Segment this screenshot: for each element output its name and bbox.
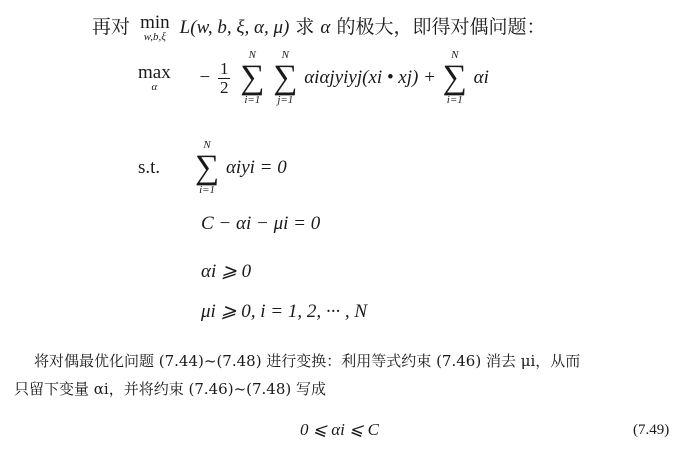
min-operator (140, 13, 170, 43)
final-equation: 0 ⩽ αi ⩽ C (300, 420, 379, 439)
objective-line (138, 50, 489, 106)
frac-numerator: 1 (219, 58, 229, 78)
max-op-subscript: α (151, 81, 158, 93)
objective-term2: αi (473, 67, 489, 88)
max-op-text: max (138, 62, 171, 83)
max-operator (138, 63, 171, 93)
sum-j-top: N (281, 49, 289, 61)
equation-number: (7.49) (633, 422, 670, 438)
intro-alpha: α (320, 17, 331, 38)
sum-i2-symbol: ∑ (442, 59, 467, 96)
sum-j (273, 50, 297, 106)
sum-constraint (195, 140, 219, 196)
sum-i-2 (443, 50, 467, 106)
sum-i2-top: N (451, 49, 459, 61)
half-fraction (218, 60, 231, 97)
sum-c-symbol: ∑ (194, 149, 220, 186)
st-label: s.t. (138, 157, 161, 178)
frac-denominator: 2 (219, 77, 229, 97)
sum-j-symbol: ∑ (273, 59, 298, 96)
sum-j-bottom: j=1 (277, 94, 294, 106)
sum-i (240, 50, 264, 106)
constraint-1 (138, 140, 287, 196)
sum-i-symbol: ∑ (240, 59, 265, 96)
intro-prefix: 再对 (92, 16, 131, 38)
neg-sign: − (199, 67, 211, 88)
sum-c-bottom: i=1 (199, 184, 216, 196)
sum-i-bottom: i=1 (244, 94, 261, 106)
paragraph-line-2: 只留下变量 αi，并将约束 (7.46)~(7.48) 写成 (14, 380, 327, 398)
objective-term: αiαjyiyj(xi • xj) + (304, 67, 436, 88)
constraint-4: μi ⩾ 0, i = 1, 2, ··· , N (201, 301, 368, 322)
paragraph-line-1: 将对偶最优化问题 (7.44)~(7.48) 进行变换：利用等式约束 (7.46) 消去 μi，从而 (34, 352, 581, 370)
intro-suffix: 的极大，即得对偶问题： (336, 16, 546, 38)
sum-c-top: N (203, 139, 211, 151)
constraint-3: αi ⩾ 0 (201, 261, 252, 282)
constraint-2: C − αi − μi = 0 (201, 213, 321, 234)
sum-i-top: N (248, 49, 256, 61)
intro-mid: 求 (295, 16, 315, 38)
intro-line (92, 12, 545, 43)
min-op-subscript: w,b,ξ (143, 31, 166, 43)
constraint-1-expr: αiyi = 0 (225, 157, 287, 178)
min-op-text: min (140, 12, 170, 33)
sum-i2-bottom: i=1 (446, 94, 463, 106)
lagrangian-func: L(w, b, ξ, α, μ) (179, 17, 290, 38)
